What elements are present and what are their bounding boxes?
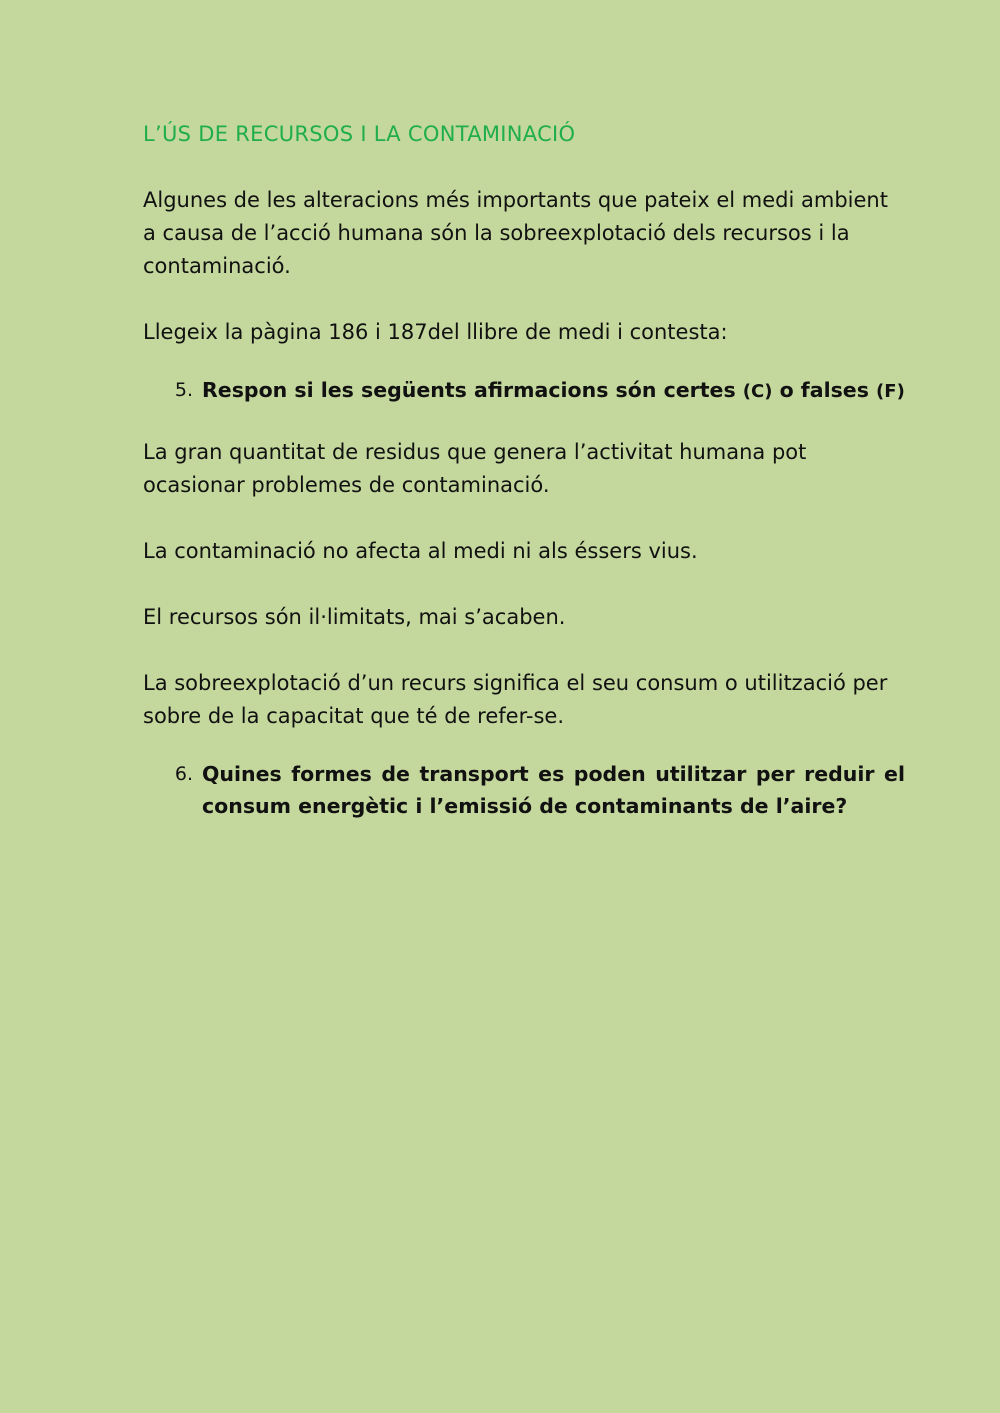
document-page [143, 118, 905, 850]
page-title: L’ÚS DE RECURSOS I LA CONTAMINACIÓ [143, 122, 576, 146]
true-option-label: (C) [742, 381, 773, 402]
statement-4: La sobreexplotació d’un recurs significa el seu consum o utilització per sobre de la capacitat que té de refer-se. [143, 671, 888, 728]
false-option-label: (F) [876, 381, 905, 402]
question-5-text [202, 374, 905, 408]
question-5 [143, 374, 905, 408]
question-5-text-b: o falses [772, 378, 877, 402]
statement-1: La gran quantitat de residus que genera l’activitat humana pot ocasionar problemes de contaminació. [143, 440, 807, 497]
question-6-number: 6. [174, 763, 193, 785]
intro-paragraph: Algunes de les alteracions més importants que pateix el medi ambient a causa de l’acció humana són la sobreexplotació dels recursos i la contaminació. [143, 188, 888, 278]
statement-2: La contaminació no afecta al medi ni als éssers vius. [143, 539, 698, 563]
instruction-paragraph: Llegeix la pàgina 186 i 187del llibre de medi i contesta: [143, 320, 728, 344]
statement-3: El recursos són il·limitats, mai s’acaben. [143, 605, 566, 629]
question-6-text: Quines formes de transport es poden utilitzar per reduir el consum energètic i l’emissió de contaminants de l’aire? [202, 762, 905, 818]
question-5-number: 5. [174, 379, 193, 401]
question-5-text-a: Respon si les següents afirmacions són certes [202, 378, 743, 402]
question-6 [143, 758, 905, 822]
